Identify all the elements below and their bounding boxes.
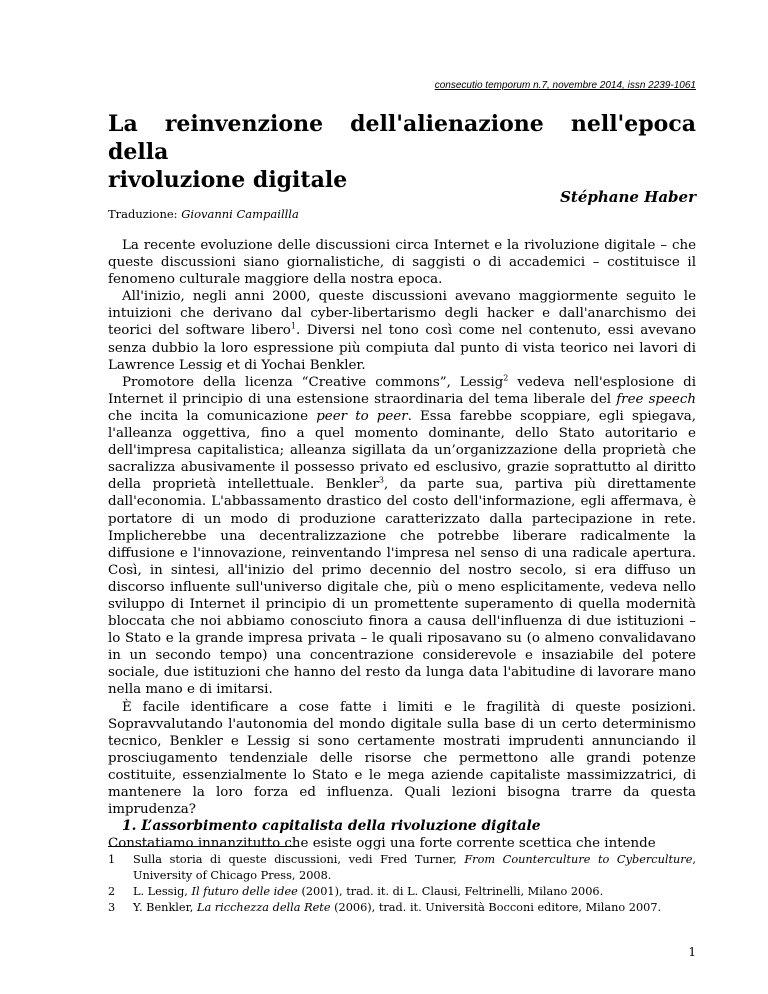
paragraph-4: È facile identificare a cose fatte i limiti e le fragilità di queste posizioni. Sopravvalutando l'autonomia del mondo digitale sulla base di un certo determinismo tecnico, Benkler e Lessig si sono certamente mostrati imprudenti annunciando il prosciugamento tendenziale delle risorse che permettono alle grandi potenze costituite, essenzialmente lo Stato e le mega aziende capitaliste massimizzatrici, di mantenere la loro forza ed influenza. Quali lezioni bisogna trarre da questa imprudenza? <box>108 699 696 818</box>
footnote-number: 3 <box>108 901 116 914</box>
translator-name: Giovanni Campaillla <box>181 207 299 221</box>
footnote-number: 1 <box>108 853 116 866</box>
paragraph-3-text-d: . Essa farebbe scoppiare, egli spiegava, l'alleanza oggettiva, fino a quel momento dominante, dello Stato autoritario e dell'impresa capitalistica; alleanza sigillata da un’organizzazione della proprietà che sacralizza abusivamente il possesso privato ed esclusivo, grazie soprattutto al diritto della proprietà intellettuale. Benkler <box>108 408 696 493</box>
footnote-book-title: From Counterculture to Cyberculture <box>464 853 693 866</box>
footnote-book-title: La ricchezza della Rete <box>196 901 331 914</box>
paragraph-3-text-c: che incita la comunicazione <box>108 408 317 424</box>
paragraph-5: Constatiamo innanzitutto che esiste oggi una forte corrente scettica che intende <box>108 836 656 852</box>
section-heading: 1. L’assorbimento capitalista della rivoluzione digitale <box>122 818 541 835</box>
paragraph-3-text-e: , da parte sua, partiva più direttamente dall'economia. L'abbassamento drastico del costo dell'informazione, egli affermava, è portatore di un modo di produzione caratterizzato dalla partecipazione in rete. Implicherebbe una decentralizzazione che potrebbe liberare radicalmente la diffusione e l'innovazione, reinventando l'impresa nel senso di una radicale apertura. Così, in sintesi, all'inizio del primo decennio del nostro secolo, si era diffuso un discorso influente sull'universo digitale che, più o meno esplicitamente, vedeva nello sviluppo di Internet il principio di un promettente superamento di quella modernità bloccata che noi abbiamo conosciuto finora a causa dell'influenza di due istituzioni – lo Stato e la grande impresa privata – le quali riposavano su (o almeno convalidavano in un secondo tempo) una concentrazione considerevole e insaziabile del potere sociale, due istituzioni che hanno del resto da lunga data l'abitudine di lavorare mano nella mano e di imitarsi. <box>108 477 696 698</box>
footnote-ref-3[interactable]: 3 <box>378 475 384 485</box>
footnote-text-part: Y. Benkler, <box>133 901 197 914</box>
translator-label: Traduzione: <box>108 207 182 221</box>
footnote-text <box>133 852 696 884</box>
title-line-2: rivoluzione digitale <box>108 167 348 193</box>
article-body <box>108 237 696 852</box>
footnote-3 <box>108 900 696 916</box>
footnote-book-title: Il futuro delle idee <box>191 885 298 898</box>
paragraph-3 <box>108 374 696 699</box>
paragraph-2 <box>108 288 696 373</box>
footnote-text-part: Sulla storia di queste discussioni, vedi Fred Turner, <box>133 853 465 866</box>
paragraph-3-text-b: vedeva nell'esplosione di Internet il principio di una estensione straordinaria del tema liberale del <box>108 374 696 407</box>
page-number: 1 <box>688 945 696 959</box>
author-name: Stéphane Haber <box>560 188 696 206</box>
footnotes <box>108 852 696 916</box>
footnote-ref-1[interactable]: 1 <box>290 322 296 331</box>
paragraph-3-text: Promotore della licenza “Creative commons”, Lessig <box>122 374 504 390</box>
footnote-1 <box>108 852 696 884</box>
footnote-ref-2[interactable]: 2 <box>503 373 509 383</box>
footnote-number: 2 <box>108 885 116 898</box>
footnote-text <box>133 884 696 900</box>
paragraph-1: La recente evoluzione delle discussioni circa Internet e la rivoluzione digitale – che queste discussioni siano giornalistiche, di saggisti o di accademici – costituisce il fenomeno culturale maggiore della nostra epoca. <box>108 238 696 288</box>
paragraph-2-text: All'inizio, negli anni 2000, queste discussioni avevano maggiormente seguito le intuizioni che derivano dal cyber-libertarismo degli hacker e dall'anarchismo dei teorici del software libero <box>108 289 696 339</box>
footnote-text <box>133 900 696 916</box>
translator-credit <box>108 207 299 221</box>
footnote-text-part: , University of Chicago Press, 2008. <box>133 853 696 882</box>
article-title <box>108 110 696 194</box>
emphasis-free-speech: free speech <box>616 391 696 407</box>
paragraph-2-text-cont: . Diversi nel tono così come nel contenuto, essi avevano senza dubbio la loro espressione più compiuta dal punto di vista teorico nei lavori di Lawrence Lessig et di Yochai Benkler. <box>108 323 697 373</box>
footnote-text-part: L. Lessig, <box>133 885 192 898</box>
title-line-1: La reinvenzione dell'alienazione nell'epoca della <box>108 111 696 165</box>
emphasis-peer-to-peer: peer to peer <box>316 408 408 424</box>
footnote-text-part: (2006), trad. it. Università Bocconi editore, Milano 2007. <box>330 901 662 914</box>
footnote-text-part: (2001), trad. it. di L. Clausi, Feltrinelli, Milano 2006. <box>297 885 604 898</box>
running-header: consecutio temporum n.7, novembre 2014, issn 2239-1061 <box>434 80 696 91</box>
footnote-divider <box>108 846 298 847</box>
footnote-2 <box>108 884 696 900</box>
